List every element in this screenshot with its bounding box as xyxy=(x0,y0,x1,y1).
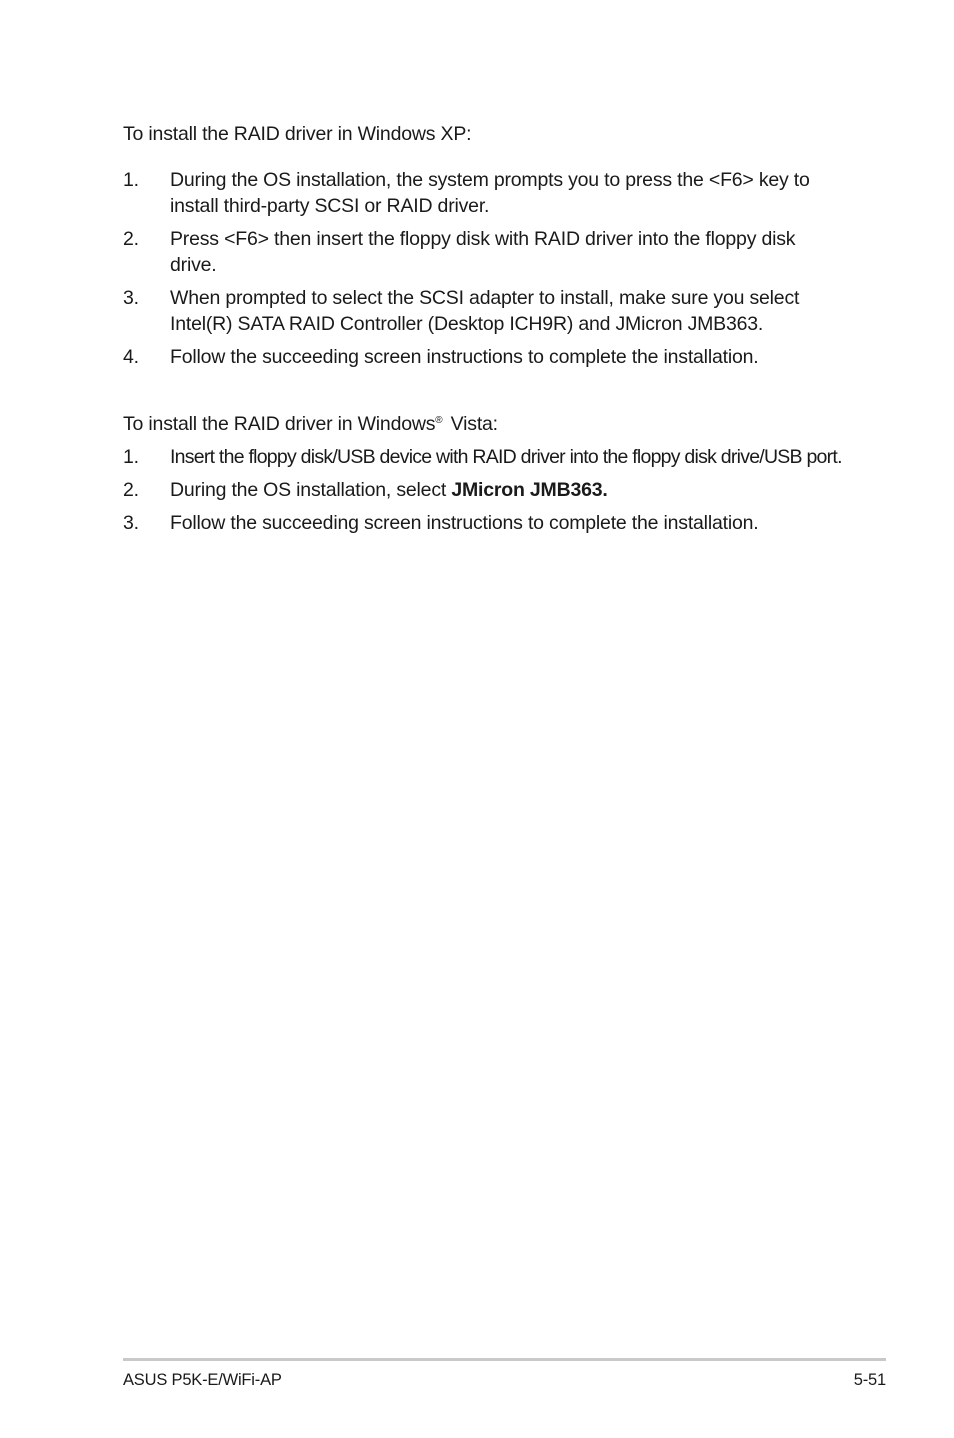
vista-intro-before: To install the RAID driver in Windows xyxy=(123,413,436,435)
footer-divider xyxy=(123,1358,886,1361)
step-text: Follow the succeeding screen instructions to complete the installation. xyxy=(170,346,759,368)
step-text: During the OS installation, select xyxy=(170,479,452,501)
xp-intro-text: To install the RAID driver in Windows XP: xyxy=(123,123,472,145)
list-item xyxy=(123,285,843,337)
step-number: 3. xyxy=(123,287,139,309)
xp-steps-list xyxy=(123,167,843,377)
step-number: 3. xyxy=(123,512,139,534)
list-item xyxy=(123,510,843,536)
step-number: 1. xyxy=(123,169,139,191)
step-text: Insert the floppy disk/USB device with RAID driver into the floppy disk drive/USB port. xyxy=(170,446,842,468)
step-text: Press <F6> then insert the floppy disk with RAID driver into the floppy disk drive. xyxy=(170,228,796,276)
list-item xyxy=(123,477,843,503)
step-text: Follow the succeeding screen instructions to complete the installation. xyxy=(170,512,759,534)
footer-page-number: 5-51 xyxy=(853,1371,886,1389)
step-text: When prompted to select the SCSI adapter to install, make sure you select Intel(R) SATA RAID Controller (Desktop ICH9R) and JMicron JMB363. xyxy=(170,287,800,335)
list-item xyxy=(123,167,843,219)
vista-intro-text xyxy=(123,411,498,437)
vista-intro-after: Vista: xyxy=(445,413,498,435)
step-number: 1. xyxy=(123,446,139,468)
step-number: 4. xyxy=(123,346,139,368)
step-number: 2. xyxy=(123,479,139,501)
step-number: 2. xyxy=(123,228,139,250)
step-text-bold: JMicron JMB363. xyxy=(451,479,608,501)
vista-steps-list xyxy=(123,444,843,543)
list-item xyxy=(123,344,843,370)
list-item xyxy=(123,444,843,470)
step-text: During the OS installation, the system prompts you to press the <F6> key to install third-party SCSI or RAID driver. xyxy=(170,169,810,217)
list-item xyxy=(123,226,843,278)
footer-product-name: ASUS P5K-E/WiFi-AP xyxy=(123,1371,282,1389)
registered-mark: ® xyxy=(435,415,443,426)
